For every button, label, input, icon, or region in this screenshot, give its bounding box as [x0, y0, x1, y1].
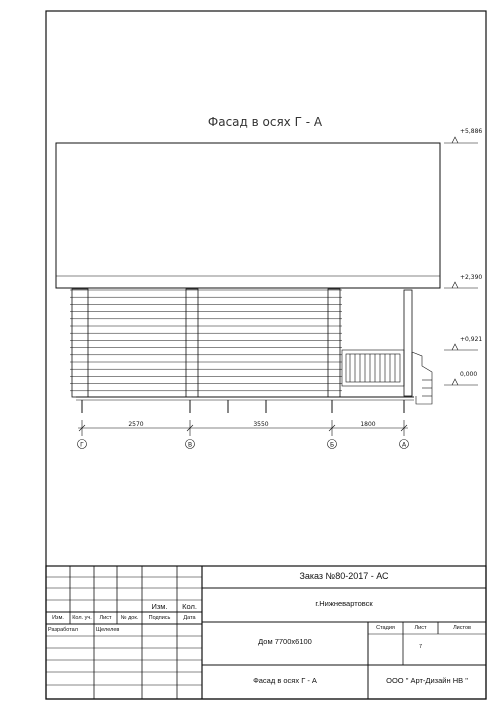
- col-signature: Подпись: [148, 615, 171, 621]
- kol-label: Кол.: [182, 602, 197, 611]
- dimension-2570: 2570: [128, 421, 144, 428]
- order-number: Заказ №80-2017 - АС: [299, 571, 389, 581]
- dimension-3550: 3550: [253, 421, 269, 428]
- developed-label: Разработал: [48, 627, 78, 633]
- level-5886: +5,886: [460, 128, 483, 135]
- dimension-1800: 1800: [360, 421, 376, 428]
- axis-v: В: [187, 441, 193, 449]
- level-0000: 0,000: [460, 371, 478, 378]
- drawing-title: Фасад в осях Г - А: [207, 115, 323, 129]
- axis-b: Б: [329, 441, 335, 449]
- level-0921: +0,921: [460, 336, 483, 343]
- level-2390: +2,390: [460, 274, 483, 281]
- axis-g: Г: [80, 441, 84, 449]
- level-marks: [444, 137, 478, 385]
- project-name: Дом 7700х6100: [258, 637, 312, 646]
- developer-name: Щелелев: [96, 627, 120, 633]
- city: г.Нижневартовск: [315, 599, 373, 608]
- porch-stairs: [412, 352, 432, 404]
- company-name: ООО " Арт-Дизайн НВ ": [386, 676, 468, 685]
- piles: [82, 400, 404, 413]
- col-kol-uch: Кол. уч.: [72, 615, 92, 621]
- sheets-header: Листов: [453, 625, 471, 631]
- wall-corners: [72, 289, 340, 397]
- sheet-name: Фасад в осях Г - А: [253, 676, 317, 685]
- axis-a: А: [401, 441, 407, 449]
- col-list: Лист: [99, 615, 112, 621]
- roof: [56, 143, 440, 288]
- log-wall: [70, 290, 342, 391]
- sheet-header: Лист: [414, 625, 427, 631]
- porch-post: [404, 290, 412, 396]
- col-izm: Изм.: [52, 615, 64, 621]
- sheet-number: 7: [418, 644, 423, 650]
- col-date: Дата: [183, 615, 196, 621]
- col-doc: № док.: [120, 615, 139, 621]
- izm-label: Изм.: [151, 602, 168, 611]
- axis-bubbles: [78, 440, 409, 449]
- stage-header: Стадия: [376, 625, 395, 631]
